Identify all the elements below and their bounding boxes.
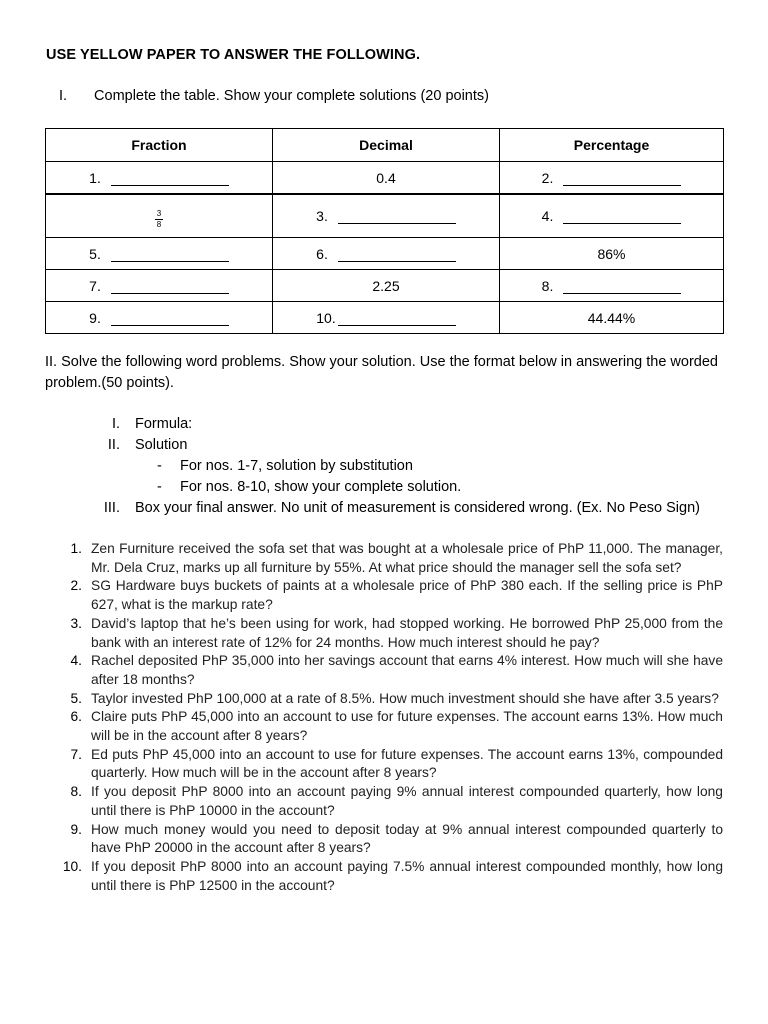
table-cell [46,270,273,302]
item-number: 1. [89,169,101,186]
problem-text: If you deposit PhP 8000 into an account paying 7.5% annual interest compounded monthly, how long until there is PhP 12500 in the account? [91,858,723,893]
problem-text: SG Hardware buys buckets of paints at a wholesale price of PhP 380 each. If the selling price is PhP 627, what is the markup rate? [91,578,723,613]
table-row [46,194,724,238]
problem-text: David’s laptop that he’s been using for work, had stopped working. He borrowed PhP 25,000 from the bank with an interest rate of 12% for 24 months. How much interest should he pay? [91,615,723,650]
answer-format-list [90,414,700,519]
problem-number: 8. [70,784,82,800]
given-fraction [155,209,163,230]
table-cell [273,270,500,302]
table-header-row [46,129,724,162]
table-cell [273,162,500,195]
format-numeral: I. [111,416,120,432]
word-problem [60,652,723,689]
problem-number: 2. [70,578,82,594]
problem-text: Ed puts PhP 45,000 into an account to use for future expenses. The account earns 13%, compounded quarterly. How much will be in the account after 8 years? [91,746,723,781]
answer-blank [111,171,229,186]
part2-instruction: II. Solve the following word problems. Show your solution. Use the format below in answering the worded problem.(50 points). [45,354,718,391]
problem-text: Rachel deposited PhP 35,000 into her savings account that earns 4% interest. How much will she have after 18 months? [91,653,723,687]
table-cell [46,302,273,334]
item-number: 7. [89,277,101,294]
item-number: 5. [89,245,101,262]
format-text: Box your final answer. No unit of measurement is considered wrong. (Ex. No Peso Sign) [135,500,700,516]
page-heading: USE YELLOW PAPER TO ANSWER THE FOLLOWING. [46,47,421,63]
table-cell [500,162,724,195]
problem-number: 4. [70,653,82,669]
format-item [90,435,700,498]
format-subitem-text: For nos. 1-7, solution by substitution [180,458,413,474]
format-subitem [157,456,700,477]
format-text: Solution [135,437,188,453]
part1-numeral: I. [59,88,68,104]
conversion-table [45,128,724,334]
format-item [90,498,700,519]
item-number: 2. [541,169,554,186]
fraction-numerator: 3 [156,208,162,218]
problem-text: Claire puts PhP 45,000 into an account to use for future expenses. The account earns 13%. How much will be in the account after 8 years? [91,709,723,744]
item-number: 8. [541,277,554,294]
dash-bullet: - [157,479,162,495]
format-subitem-text: For nos. 8-10, show your complete solution. [180,479,462,495]
part1-instruction [59,88,489,104]
answer-blank [563,279,681,294]
given-value: 86% [597,245,626,262]
word-problem [60,783,723,820]
format-subitem [157,477,700,498]
table-cell [273,302,500,334]
table-row [46,302,724,334]
table-cell [500,302,724,334]
table-cell [273,238,500,270]
answer-blank [563,209,681,224]
table-cell [46,194,273,238]
word-problem-list [60,540,723,895]
table-row [46,162,724,195]
word-problem [60,708,723,745]
item-number: 4. [541,208,554,224]
answer-blank [338,209,456,224]
format-sublist [135,456,700,498]
item-number: 6. [316,245,328,262]
format-numeral: II. [107,437,120,453]
table-cell [46,238,273,270]
word-problem [60,690,723,709]
header-fraction: Fraction [46,129,273,162]
word-problem [60,577,723,614]
given-value: 2.25 [372,277,400,294]
header-decimal: Decimal [273,129,500,162]
word-problem [60,746,723,783]
problem-text: If you deposit PhP 8000 into an account paying 9% annual interest compounded quarterly, how long until there is PhP 10000 in the account? [91,784,723,818]
word-problem [60,540,723,577]
answer-blank [111,311,229,326]
problem-text: Taylor invested PhP 100,000 at a rate of 8.5%. How much investment should she have after 3.5 years? [91,690,719,706]
table-row [46,238,724,270]
table-cell [500,270,724,302]
problem-number: 6. [70,709,82,725]
format-text: Formula: [135,416,193,432]
problem-number: 1. [70,541,82,556]
problem-number: 3. [70,615,82,631]
given-value: 44.44% [587,309,636,326]
table-cell [500,238,724,270]
part1-text: Complete the table. Show your complete solutions (20 points) [94,88,489,104]
problem-number: 10. [62,858,82,874]
problem-number: 7. [70,746,82,762]
answer-blank [563,171,681,186]
format-item [90,414,700,435]
problem-text: How much money would you need to deposit today at 9% annual interest compounded quarterly to have PhP 20000 in the account after 8 years? [91,821,723,856]
item-number: 9. [89,309,101,326]
word-problem [60,858,723,895]
problem-number: 9. [70,821,82,837]
item-number: 3. [316,208,328,224]
table-cell [500,194,724,238]
word-problem [60,615,723,652]
header-percentage: Percentage [500,129,724,162]
dash-bullet: - [157,458,162,474]
answer-blank [111,247,229,262]
answer-blank [111,279,229,294]
table-cell [273,194,500,238]
table-row [46,270,724,302]
given-value: 0.4 [376,169,396,186]
problem-text: Zen Furniture received the sofa set that was bought at a wholesale price of PhP 11,000. The manager, Mr. Dela Cruz, marks up all furniture by 55%. At what price should the manager sell the sofa set? [91,541,723,575]
problem-number: 5. [70,690,82,706]
table-cell [46,162,273,195]
fraction-denominator: 8 [156,219,162,229]
word-problem [60,821,723,858]
item-number: 10. [316,309,336,326]
answer-blank [338,247,456,262]
format-numeral: III. [103,500,120,516]
answer-blank [338,311,456,326]
